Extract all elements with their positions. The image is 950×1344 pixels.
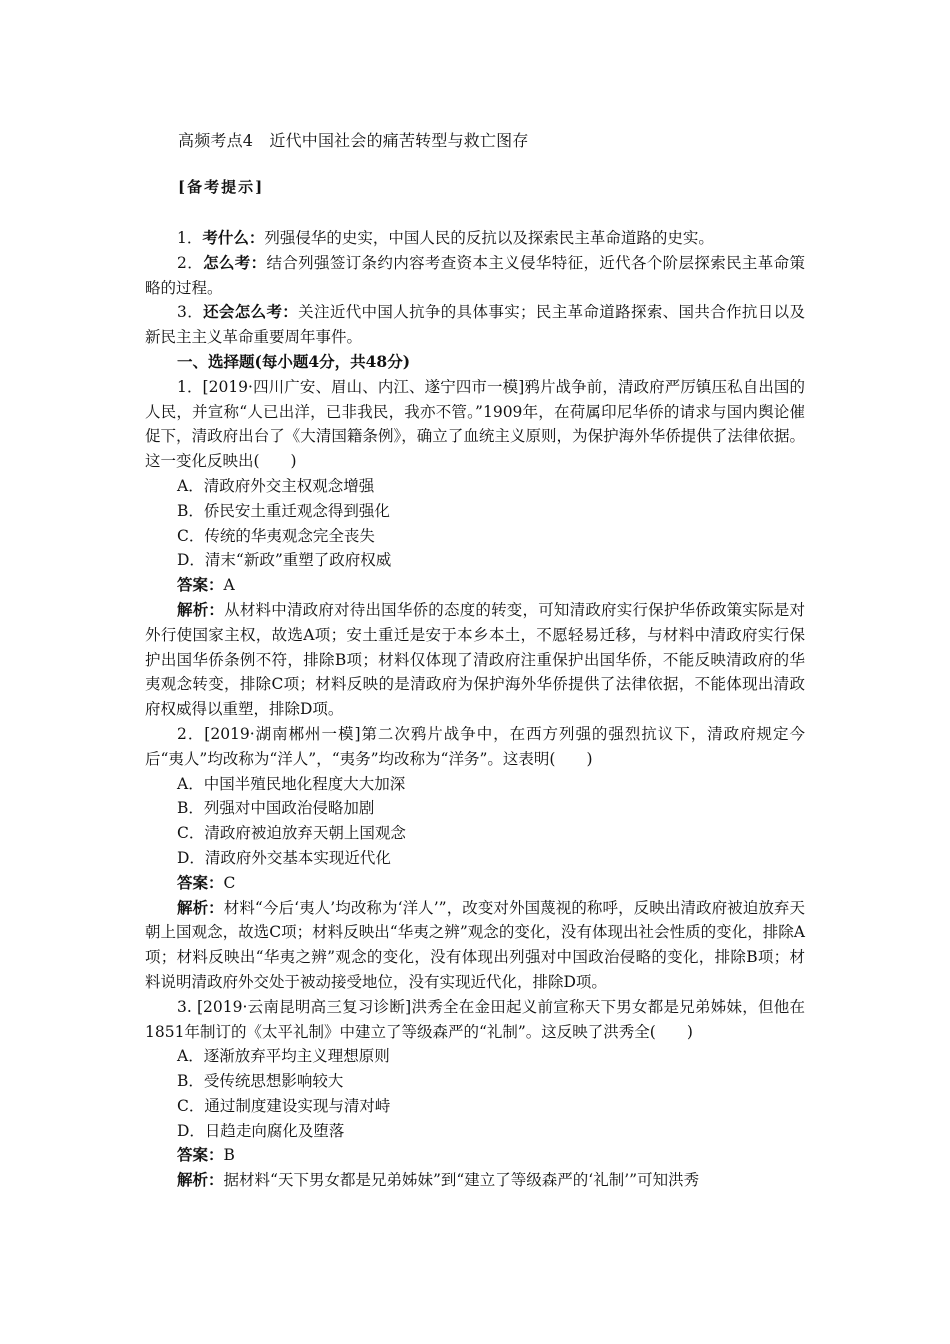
tips-heading: [备考提示] xyxy=(178,178,265,196)
tip-item: 2．怎么考：结合列强签订条约内容考查资本主义侵华特征，近代各个阶层探索民主革命策略的过程。 xyxy=(145,252,805,297)
question-option: D．清政府外交基本实现近代化 xyxy=(177,848,391,867)
question-option: A．中国半殖民地化程度大大加深 xyxy=(177,774,406,793)
question-option: A．清政府外交主权观念增强 xyxy=(177,476,375,495)
question-option: C．传统的华夷观念完全丧失 xyxy=(177,526,375,545)
question-stem: 1．[2019·四川广安、眉山、内江、遂宁四市一模]鸦片战争前，清政府严厉镇压私自出国的人民，并宣称“人已出洋，已非我民，我亦不管。”1909年，在荷属印尼华侨的请求与国内舆论催促下，清政府出台了《大清国籍条例》，确立了血统主义原则，为保护海外华侨提供了法律依据。这一变化反映出( ) xyxy=(145,377,805,471)
answer-line: 答案：A xyxy=(177,575,235,595)
question-stem: 2．[2019·湖南郴州一模]第二次鸦片战争中，在西方列强的强烈抗议下，清政府规定今后“夷人”均改称为“洋人”，“夷务”均改称为“洋务”。这表明( ) xyxy=(145,724,805,768)
question-option: D．日趋走向腐化及堕落 xyxy=(177,1121,345,1140)
document-body xyxy=(145,226,805,1193)
page-title: 高频考点4 近代中国社会的痛苦转型与救亡图存 xyxy=(178,131,529,150)
tip-item: 3．还会怎么考：关注近代中国人抗争的具体事实；民主革命道路探索、国共合作抗日以及新民主主义革命重要周年事件。 xyxy=(145,302,805,347)
answer-line: 答案：C xyxy=(177,872,236,892)
question-option: B．列强对中国政治侵略加剧 xyxy=(177,799,375,818)
analysis-paragraph: 解析：从材料中清政府对待出国华侨的态度的转变，可知清政府实行保护华侨政策实际是对外行使国家主权，故选A项；安土重迁是安于本乡本土，不愿轻易迁移，与材料中清政府实行保护出国华侨条例不符，排除B项；材料仅体现了清政府注重保护出国华侨，不能反映清政府的华夷观念转变，排除C项；材料反映的是清政府为保护海外华侨提供了法律依据，不能体现出清政府权威得以重塑，排除D项。 xyxy=(145,599,805,719)
tip-item: 1．考什么：列强侵华的史实，中国人民的反抗以及探索民主革命道路的史实。 xyxy=(177,228,714,247)
analysis-paragraph: 解析：材料“今后‘夷人’均改称为‘洋人’”，改变对外国蔑视的称呼，反映出清政府被迫放弃天朝上国观念，故选C项；材料反映出“华夷之辨”观念的变化，没有体现出社会性质的变化，排除A项；材料反映出“华夷之辨”观念的变化，没有体现出列强对中国政治侵略的变化，排除B项；材料说明清政府外交处于被动接受地位，没有实现近代化，排除D项。 xyxy=(145,897,805,991)
question-option: B．受传统思想影响较大 xyxy=(177,1072,344,1091)
section-heading: 一、选择题(每小题4分，共48分) xyxy=(177,351,411,371)
question-option: C．清政府被迫放弃天朝上国观念 xyxy=(177,824,406,843)
answer-line: 答案：B xyxy=(177,1145,235,1165)
analysis-paragraph: 解析：据材料“天下男女都是兄弟姊妹”到“建立了等级森严的‘礼制’”可知洪秀 xyxy=(177,1170,700,1190)
question-option: C．通过制度建设实现与清对峙 xyxy=(177,1096,391,1115)
question-stem: 3. [2019·云南昆明高三复习诊断]洪秀全在金田起义前宣称天下男女都是兄弟姊妹，但他在1851年制订的《太平礼制》中建立了等级森严的“礼制”。这反映了洪秀全( ) xyxy=(145,997,805,1041)
question-option: D．清末“新政”重塑了政府权威 xyxy=(177,551,392,570)
question-option: B．侨民安土重迁观念得到强化 xyxy=(177,501,390,520)
question-option: A．逐渐放弃平均主义理想原则 xyxy=(177,1047,390,1066)
